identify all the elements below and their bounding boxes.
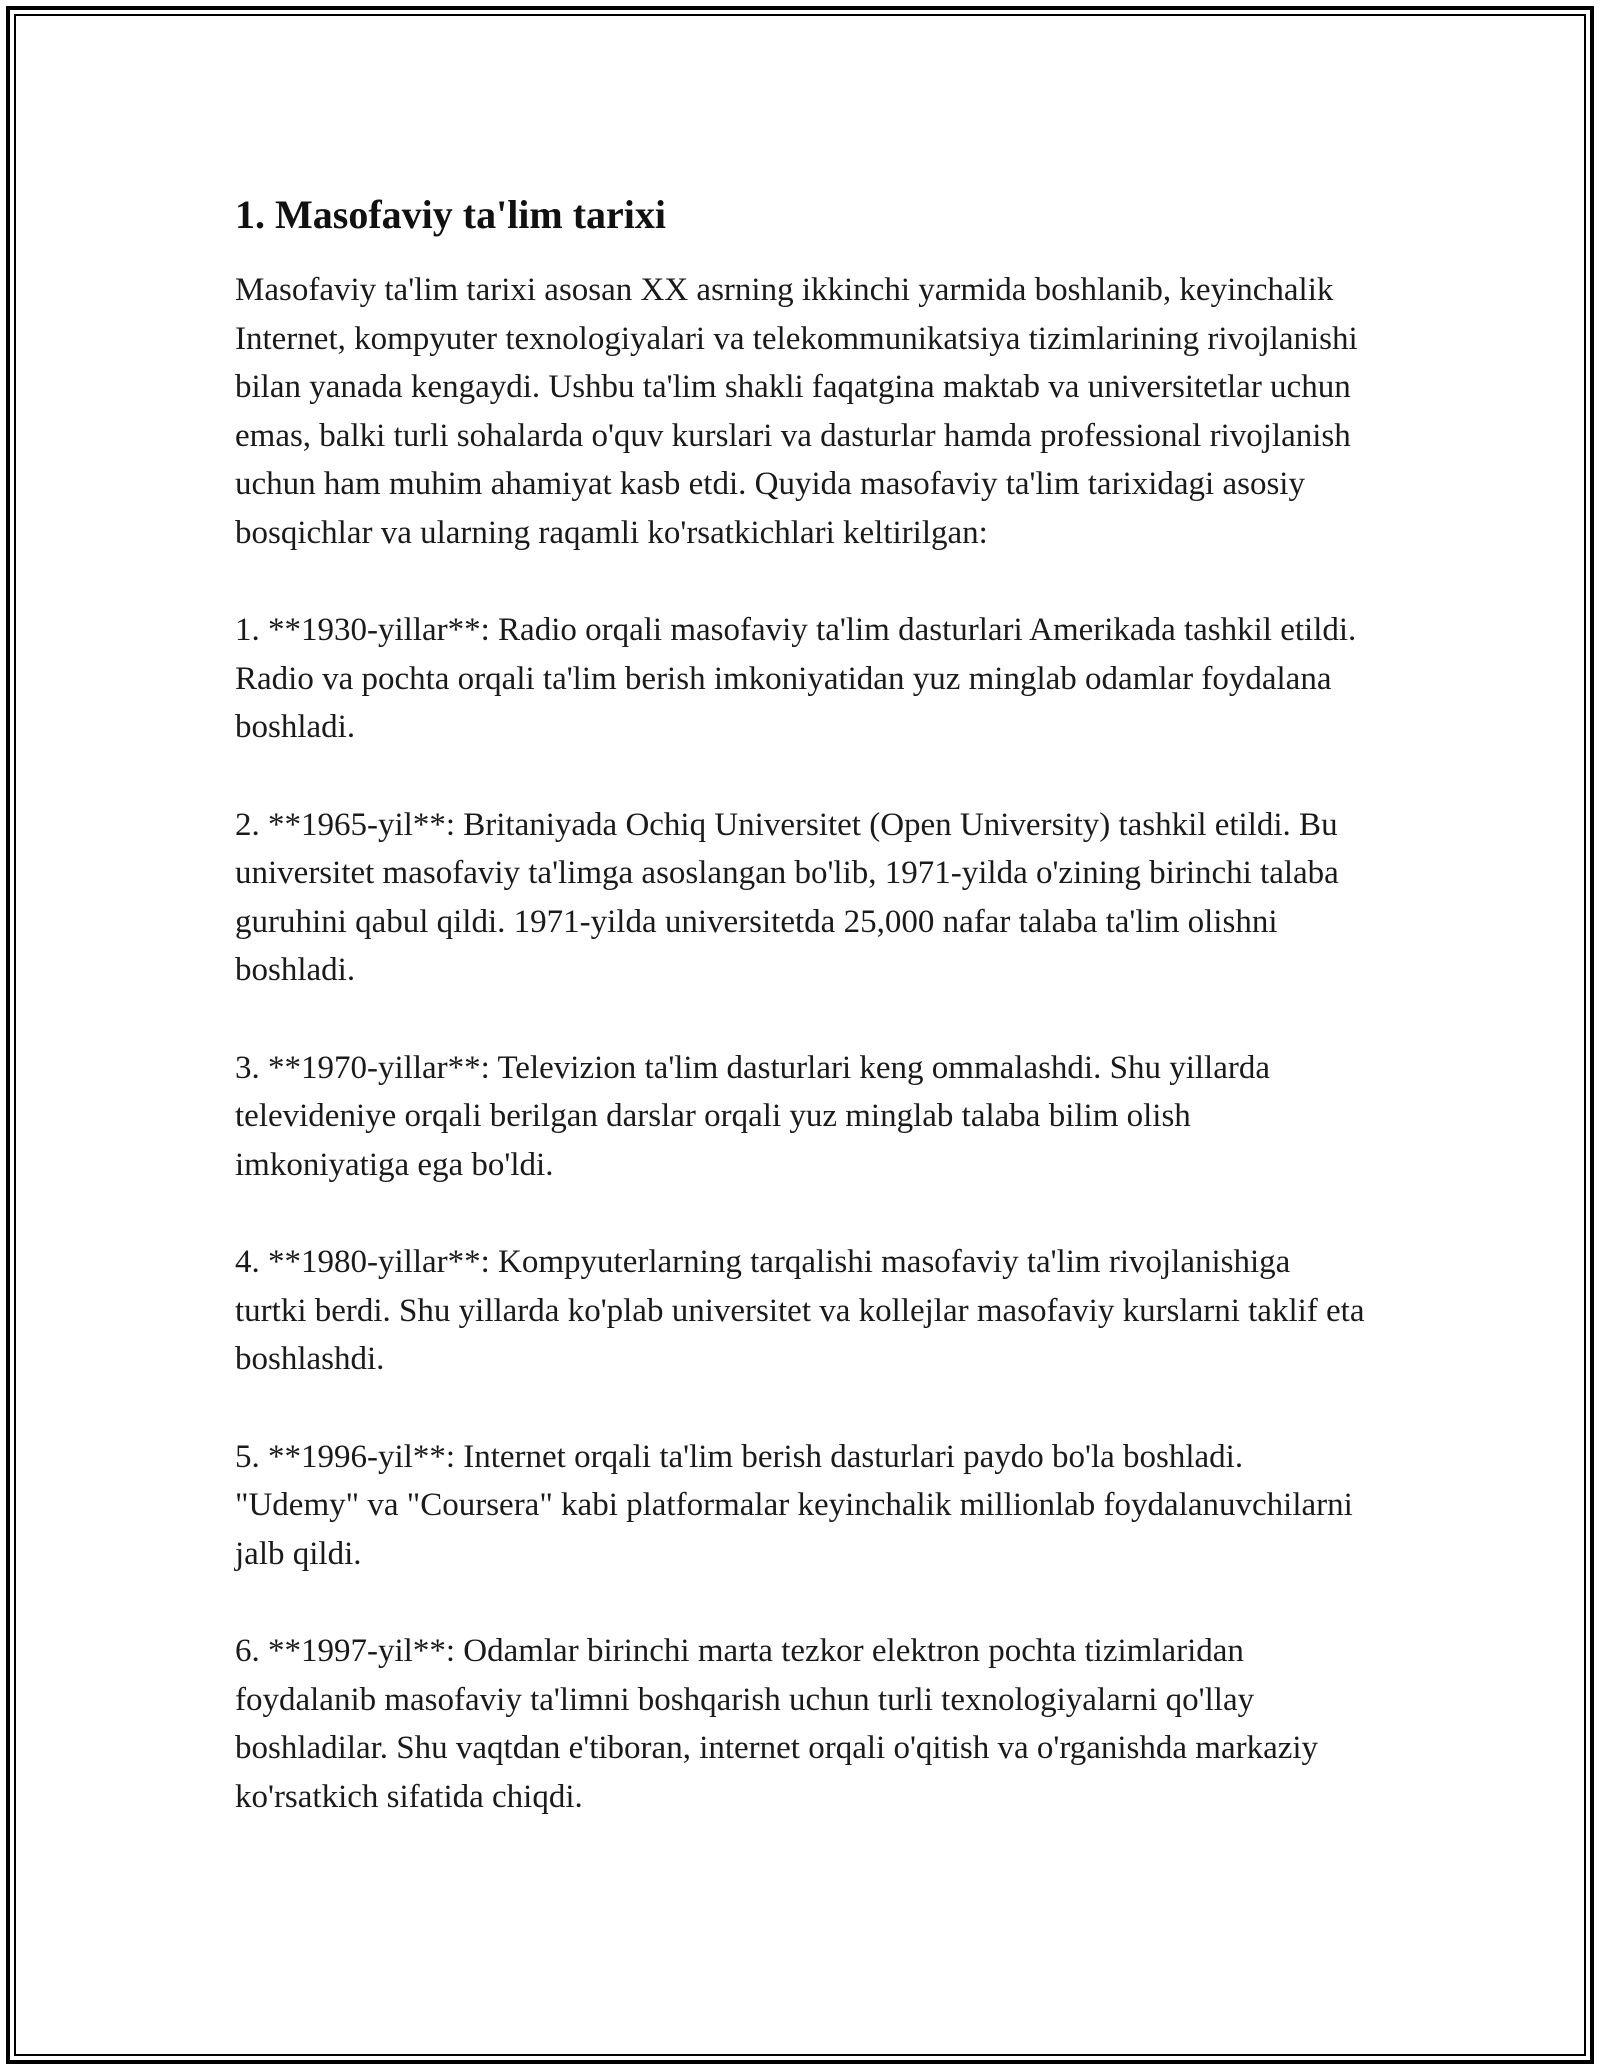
list-item-1996: 5. **1996-yil**: Internet orqali ta'lim berish dasturlari paydo bo'la boshladi. "Udemy" va "Coursera" kabi platformalar keyinchalik millionlab foydalanuvchilarni jalb qildi. [235, 1438, 1353, 1572]
list-item-1980s: 4. **1980-yillar**: Kompyuterlarning tarqalishi masofaviy ta'lim rivojlanishiga turtki berdi. Shu yillarda ko'plab universitet va kollejlar masofaviy kurslarni taklif eta boshlashdi. [235, 1244, 1365, 1377]
list-item-1970s: 3. **1970-yillar**: Televizion ta'lim dasturlari keng ommalashdi. Shu yillarda televideniye orqali berilgan darslar orqali yuz minglab talaba bilim olish imkoniyatiga ega bo'ldi. [235, 1049, 1270, 1183]
list-item-1930s: 1. **1930-yillar**: Radio orqali masofaviy ta'lim dasturlari Amerikada tashkil etildi. Radio va pochta orqali ta'lim berish imkoniyatidan yuz minglab odamlar foydalana boshladi. [235, 612, 1357, 745]
intro-paragraph: Masofaviy ta'lim tarixi asosan XX asrning ikkinchi yarmida boshlanib, keyinchalik Internet, kompyuter texnologiyalari va telekommunikatsiya tizimlarining rivojlanishi bilan yanada kengaydi. Ushbu ta'lim shakli faqatgina maktab va universitetlar uchun emas, balki turli sohalarda o'quv kurslari va dasturlar hamda professional rivojlanish uchun ham muhim ahamiyat kasb etdi. Quyida masofaviy ta'lim tarixidagi asosiy bosqichlar va ularning raqamli ko'rsatkichlari keltirilgan: [235, 272, 1358, 551]
section-heading: 1. Masofaviy ta'lim tarixi [235, 192, 667, 237]
document-body [235, 186, 1370, 1821]
list-item-1997: 6. **1997-yil**: Odamlar birinchi marta tezkor elektron pochta tizimlaridan foydalanib masofaviy ta'limni boshqarish uchun turli texnologiyalarni qo'llay boshladilar. Shu vaqtdan e'tiboran, internet orqali o'qitish va o'rganishda markaziy ko'rsatkich sifatida chiqdi. [235, 1633, 1319, 1815]
list-item-1965: 2. **1965-yil**: Britaniyada Ochiq Universitet (Open University) tashkil etildi. Bu universitet masofaviy ta'limga asoslangan bo'lib, 1971-yilda o'zining birinchi talaba guruhini qabul qildi. 1971-yilda universitetda 25,000 nafar talaba ta'lim olishni boshladi. [235, 806, 1339, 988]
